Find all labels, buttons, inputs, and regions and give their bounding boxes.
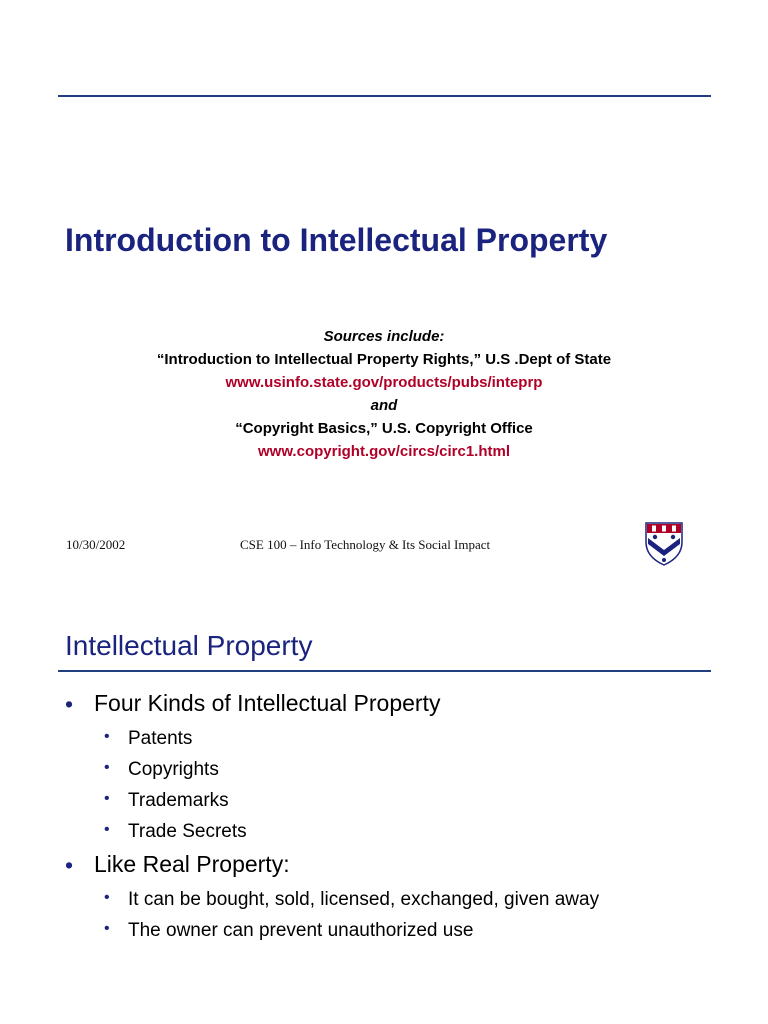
- footer-date: 10/30/2002: [66, 537, 126, 552]
- bullet-icon: •: [65, 852, 74, 878]
- footer-course: CSE 100 – Info Technology & Its Social Impact: [240, 537, 491, 552]
- header-rule: [58, 95, 711, 97]
- bullet-icon: •: [104, 759, 110, 776]
- slide-2: Intellectual Property • Four Kinds of Intellectual Property • Patents • Copyrights • Trademarks • Trade Secrets • Like Real Property: • It can be bought, sold, licensed, exchanged, given away • The owner can prevent unauthorized use: [0, 596, 768, 1024]
- bullet-icon: •: [104, 889, 110, 906]
- bullet-icon: •: [104, 728, 110, 745]
- bullet-icon: •: [104, 821, 110, 838]
- bullet-icon: •: [65, 691, 74, 717]
- source-link-2[interactable]: www.copyright.gov/circs/circ1.html: [257, 443, 510, 460]
- connector-and: and: [370, 397, 398, 414]
- penn-shield-icon: [645, 522, 683, 566]
- bullet-icon: •: [104, 790, 110, 807]
- source-citation-2: “Copyright Basics,” U.S. Copyright Office: [235, 420, 533, 437]
- title-rule: [58, 670, 711, 672]
- bullet-icon: •: [104, 920, 110, 937]
- source-link-1[interactable]: www.usinfo.state.gov/products/pubs/inteprp: [225, 374, 543, 391]
- slide-title: Introduction to Intellectual Property: [65, 222, 608, 258]
- slide-title: Intellectual Property: [65, 630, 313, 661]
- sources-heading: Sources include:: [323, 328, 445, 345]
- source-citation-1: “Introduction to Intellectual Property Rights,” U.S .Dept of State: [156, 351, 612, 368]
